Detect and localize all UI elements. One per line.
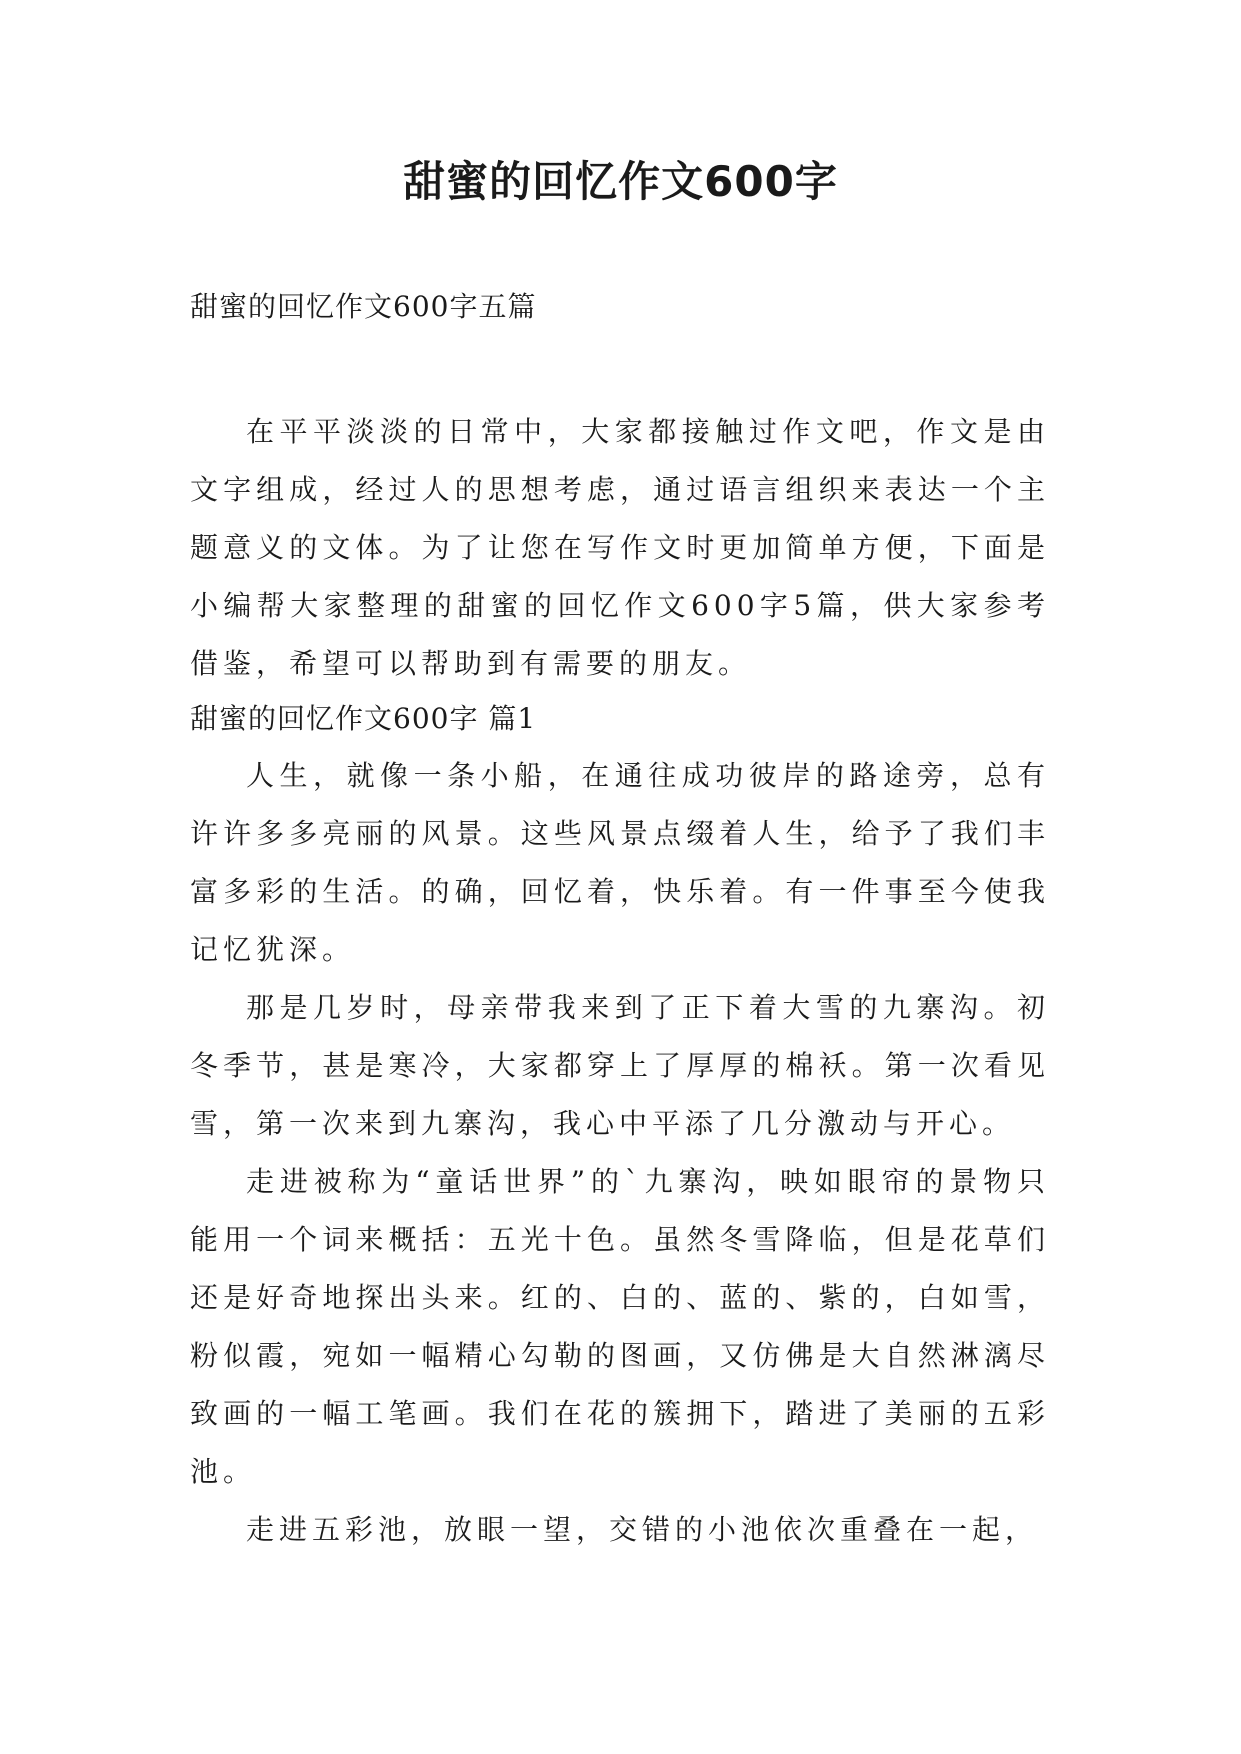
body-paragraph: 走进五彩池，放眼一望，交错的小池依次重叠在一起， bbox=[246, 1513, 1039, 1546]
section-heading: 甜蜜的回忆作文600字 篇1 bbox=[190, 702, 537, 735]
body-paragraph: 人生，就像一条小船，在通往成功彼岸的路途旁，总有许许多多亮丽的风景。这些风景点缀着人生，给予了我们丰富多彩的生活。的确，回忆着，快乐着。有一件事至今使我记忆犹深。 bbox=[190, 759, 1050, 966]
document-body bbox=[190, 403, 1050, 1559]
intro-paragraph: 在平平淡淡的日常中，大家都接触过作文吧，作文是由文字组成，经过人的思想考虑，通过语言组织来表达一个主题意义的文体。为了让您在写作文时更加简单方便，下面是小编帮大家整理的甜蜜的回忆作文600字5篇，供大家参考借鉴，希望可以帮助到有需要的朋友。 bbox=[190, 415, 1050, 680]
document-subtitle: 甜蜜的回忆作文600字五篇 bbox=[190, 290, 537, 323]
body-paragraph: 那是几岁时，母亲带我来到了正下着大雪的九寨沟。初冬季节，甚是寒冷，大家都穿上了厚厚的棉袄。第一次看见雪，第一次来到九寨沟，我心中平添了几分激动与开心。 bbox=[190, 991, 1050, 1140]
body-paragraph: 走进被称为“童话世界”的`九寨沟，映如眼帘的景物只能用一个词来概括：五光十色。虽然冬雪降临，但是花草们还是好奇地探出头来。红的、白的、蓝的、紫的，白如雪，粉似霞，宛如一幅精心勾勒的图画，又仿佛是大自然淋漓尽致画的一幅工笔画。我们在花的簇拥下，踏进了美丽的五彩池。 bbox=[190, 1165, 1050, 1488]
document-title: 甜蜜的回忆作文600字 bbox=[403, 157, 838, 206]
